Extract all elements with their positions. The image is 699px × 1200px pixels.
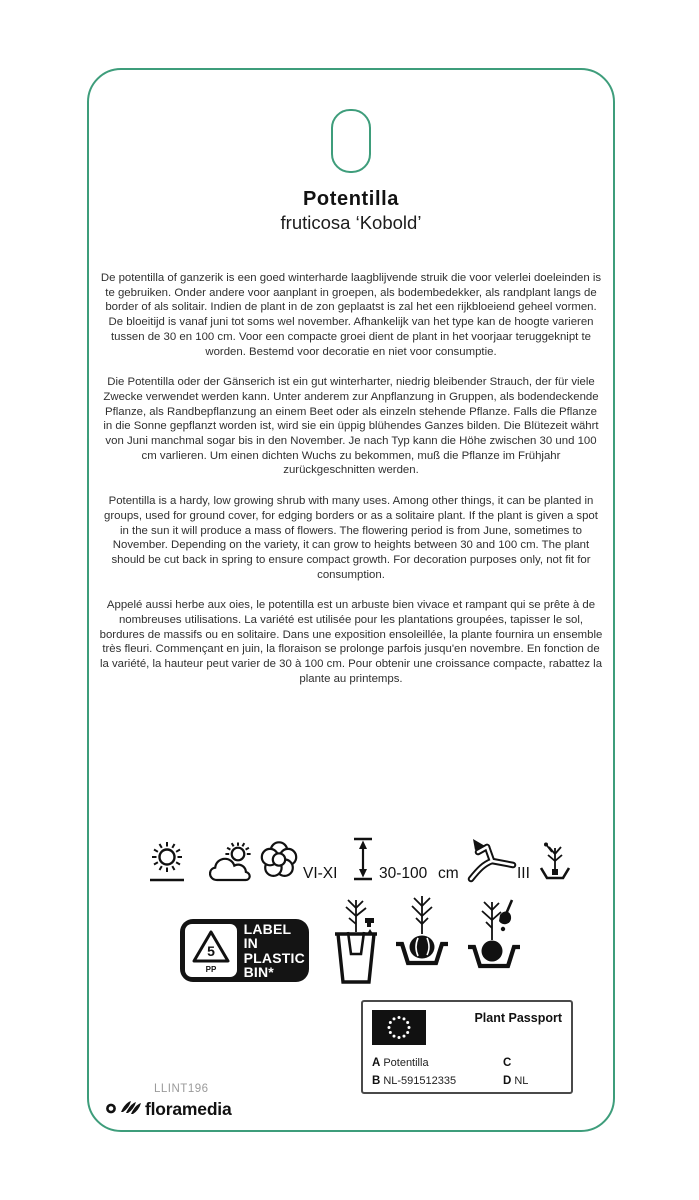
badge-line-2: PLASTIC [243,949,305,966]
recycle-number: 5 [206,943,215,959]
height-range-label: 30-100 [379,865,428,882]
height-arrow-icon [351,836,375,887]
recycle-pp5-icon [185,924,237,977]
passport-title: Plant Passport [474,1011,562,1025]
passport-field-b: B NL-591512335 [372,1075,457,1087]
brand-logo [105,1099,232,1120]
description-fr: Appelé aussi herbe aux oies, le potentilla est un arbuste bien vivace et rampant qui se prête à de nombreuses utilisations. La variété est utilisée pour les plantations groupées, tapisser le sol, bordures de massifs ou en solitaire. Dans une exposition ensoleillée, la plante fournira un ensemble très fleuri. Commençant en juin, la floraison se prolonge parfois jusqu'en novembre. En fonction de la variété, la hauteur peut varier de 30 à 100 cm. Pour obtenir une croissance compacte, rabattez la plante au printemps. [99,599,603,685]
pruning-shears-icon [467,838,517,889]
punch-hole [331,109,371,173]
brand-name: floramedia [145,1099,232,1119]
recycle-badge [180,919,309,982]
description-nl: De potentilla of ganzerik is een goed winterharde laagblijvende struik die voor velerlei doeleinden is te gebruiken. Onder andere voor aanplant in groepen, als bodembedekker, als randplant langs de border of als solitair. Indien de plant in de zon geplaatst is zal het een rijkbloeiend geheel vormen. De bloeitijd is vanaf juni tot soms wel november. Afhankelijk van het type kan de hoogte varieren tussen de 30 en 100 cm. Voor een compacte groei dient de plant in het voorjaar teruggeknipt te worden. Bestemd voor decoratie en niet voor consumptie. [100,272,602,358]
plant-passport-box [361,1000,573,1094]
description-de: Die Potentilla oder der Gänserich ist ein gut winterharter, niedrig bleibender Strauch, der für viele Zwecke verwendet werden kann. Unter anderem zur Anpflanzung in Gruppen, als bodendeckende Pflanze, als Randbepflanzung an einem Beet oder als einzeln stehende Pflanze. Falls die Pflanze in die Sonne gepflanzt worden ist, wird sie ein üppig blühendes Ganzes bilden. Die Blütezeit währt von Juni manchmal sogar bis in den November. Je nach Typ kann die Höhe zwischen 30 und 100 cm varlieren. Um einen dichten Wuchs zu bekommen, muß die Pflanze im Frühjahr zurückgeschnitten werden. [103,376,599,477]
brand-leaf-icon [120,1099,142,1120]
planting-spade-icon [466,894,524,994]
pot-watering-icon [330,894,382,994]
eu-flag-icon [372,1010,426,1050]
brand-ring-icon [105,1101,117,1119]
flowering-period-label: VI-XI [303,865,338,882]
plant-subtitle: fruticosa ‘Kobold’ [280,212,422,233]
plant-title: Potentilla [302,188,399,210]
partial-shade-icon [209,842,255,889]
passport-field-a: A Potentilla [372,1057,429,1069]
recycle-badge-text [244,922,309,980]
description-en: Potentilla is a hardy, low growing shrub with many uses. Among other things, it can be planted in groups, used for ground cover, for edging borders or as a solitaire plant. If the plant is given a spot in the sun it will produce a mass of flowers. The flowering period is from June, sometimes to November. Depending on the variety, it can grow to heights between 30 and 100 cm. The plant should be cut back in spring to ensure compact growth. For decoration purposes only, not fit for consumption. [104,495,598,581]
recycle-material: PP [205,965,217,974]
care-icon-row [89,832,613,894]
product-code: LLINT196 [154,1083,209,1095]
flower-icon [257,838,301,887]
descriptions [98,271,604,703]
hardy-plant-icon [539,842,571,889]
pruning-month-label: III [517,865,530,882]
plant-label-card [87,68,615,1132]
passport-field-c: C [503,1057,512,1069]
height-unit-label: cm [438,865,459,882]
sun-icon [147,840,187,889]
badge-line-1: LABEL IN [243,920,292,951]
passport-field-d: D NL [503,1075,529,1087]
rootball-tray-icon [394,894,450,994]
badge-line-3: BIN* [243,964,274,980]
